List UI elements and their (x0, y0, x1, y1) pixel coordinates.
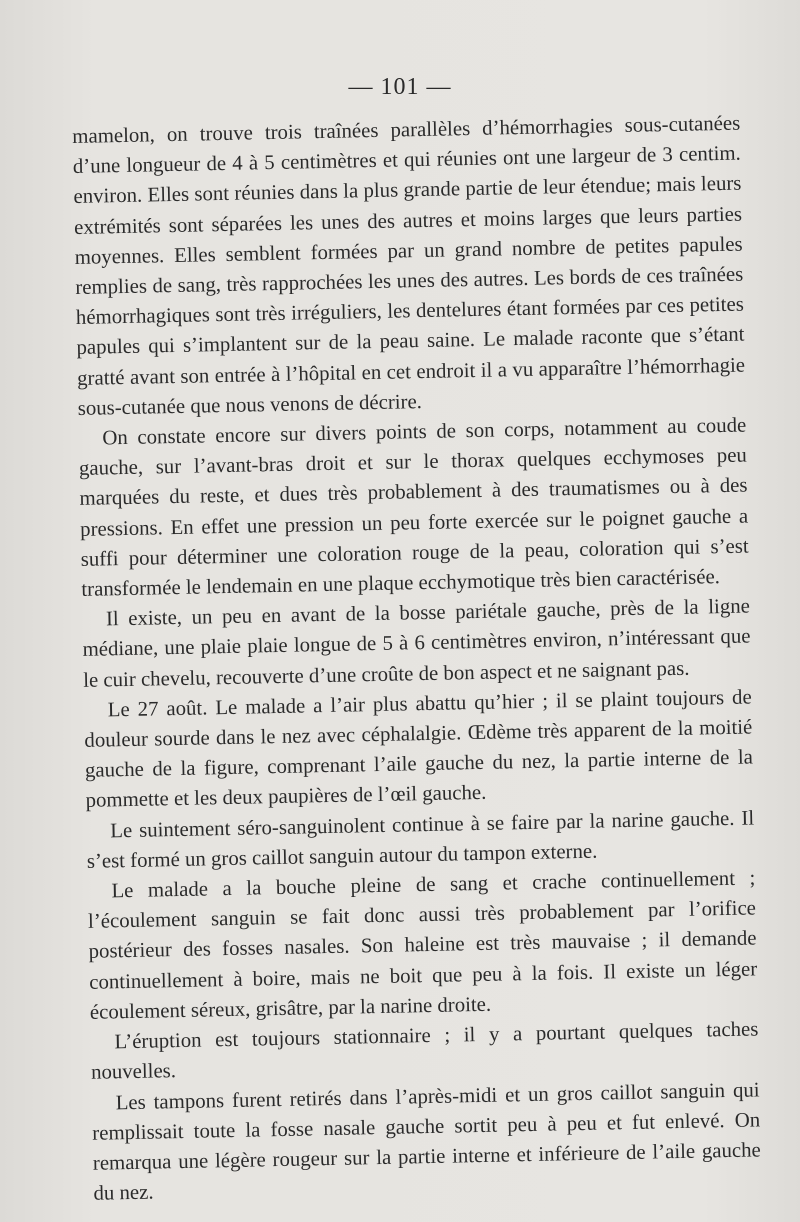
paragraph-tampons: Les tampons furent retirés dans l’après-midi et un gros caillot sanguin qui remplissait toute la fosse nasale gauche sortit peu à peu et fut enlevé. On remarqua une légère rougeur sur la partie interne et inférieure de l’aile gauche du nez. (92, 1077, 761, 1205)
paragraph-ecchymoses: On constate encore sur divers points de son corps, notamment au coude gauche, sur l’avant-bras droit et sur le thorax quelques ecchymoses peu marquées du reste, et dues très probablement à des traumatismes ou à des pressions. En effet une pression un peu forte exercée sur le poignet gauche a suffi pour déterminer une coloration rouge de la peau, coloration qui s’est transformée le lendemain en une plaque ecchymotique très bien caractérisée. (78, 413, 749, 601)
page-number: — 101 — (348, 74, 452, 100)
paragraph-bouche: Le malade a la bouche pleine de sang et crache continuellement ; l’écoulement sanguin se fait donc aussi très probablement par l’orifice postérieur des fosses nasales. Son haleine est très mauvaise ; il demande continuellement à boire, mais ne boit que peu à la fois. Il existe un léger écoulement séreux, grisâtre, par la narine droite. (87, 866, 758, 1024)
paragraph-suintement: Le suintement séro-sanguinolent continue à se faire par la narine gauche. Il s’est formé un gros caillot sanguin autour du tampon externe. (86, 806, 755, 873)
paragraph-plaie: Il existe, un peu en avant de la bosse pariétale gauche, près de la ligne médiane, une plaie plaie longue de 5 à 6 centimètres environ, n’intéressant que le cuir chevelu, recouverte d’une croûte de bon aspect et ne saignant pas. (82, 594, 751, 692)
paragraph-continuation: mamelon, on trouve trois traînées parallèles d’hémorrhagies sous-cutanées d’une longueur de 4 à 5 centimètres et qui réunies ont une largeur de 3 centim. environ. Elles sont réunies dans la plus grande partie de leur étendue; mais leurs extrémités sont séparées les unes des autres et moins larges que leurs parties moyennes. Elles semblent formées par un grand nombre de petites papules remplies de sang, très rapprochées les unes des autres. Les bords de ces traînées hémorrhagiques sont très irréguliers, les dentelures étant formées par ces petites papules qui s’implantent sur de la peau saine. Le malade raconte que s’étant gratté avant son entrée à l’hôpital en cet endroit il a vu apparaître l’hémorrhagie sous-cutanée que nous venons de décrire. (72, 111, 746, 420)
paragraph-eruption: L’éruption est toujours stationnaire ; il y a pourtant quelques taches nouvelles. (90, 1017, 759, 1085)
paragraph-27-aout: Le 27 août. Le malade a l’air plus abattu qu’hier ; il se plaint toujours de douleur sourde dans le nez avec céphalalgie. Œdème très apparent de la moitié gauche de la figure, comprenant l’aile gauche du nez, la partie interne de la pommette et les deux paupières de l’œil gauche. (84, 685, 754, 813)
body-text (72, 109, 762, 1210)
